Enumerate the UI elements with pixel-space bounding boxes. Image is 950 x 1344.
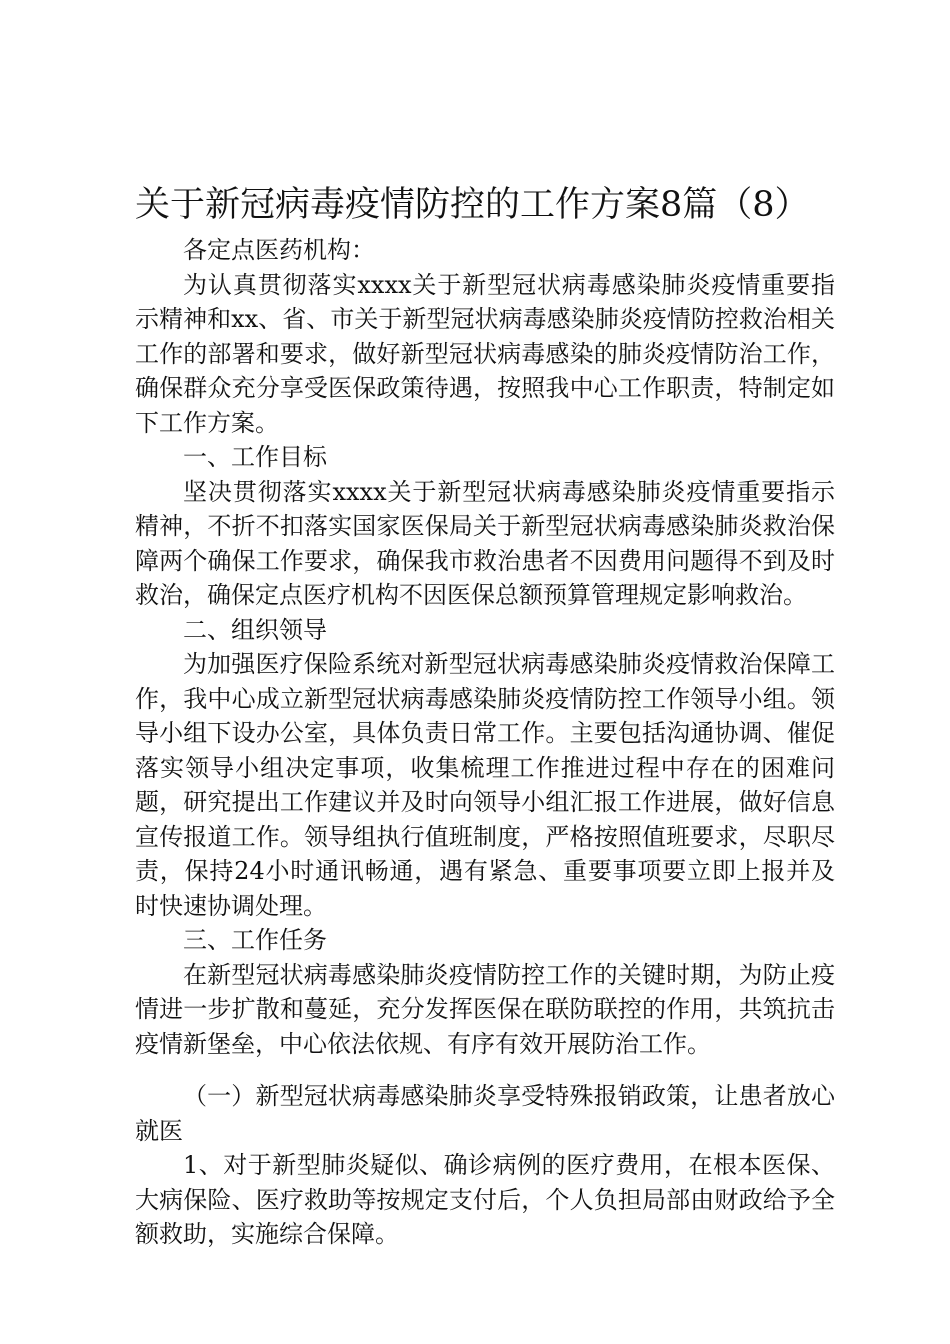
section-heading-leadership: 二、组织领导 <box>183 615 327 644</box>
goals-paragraph: 坚决贯彻落实xxxx关于新型冠状病毒感染肺炎疫情重要指示精神，不折不扣落实国家医保局关于新型冠状病毒感染肺炎救治保障两个确保工作要求，确保我市救治患者不因费用问题得不到及时救治，确保定点医疗机构不因医保总额预算管理规定影响救治。 <box>135 477 835 609</box>
item-paragraph-1: 1、对于新型肺炎疑似、确诊病例的医疗费用，在根本医保、大病保险、医疗救助等按规定支付后，个人负担局部由财政给予全额救助，实施综合保障。 <box>135 1151 835 1248</box>
tasks-paragraph: 在新型冠状病毒感染肺炎疫情防控工作的关键时期，为防止疫情进一步扩散和蔓延，充分发挥医保在联防联控的作用，共筑抗击疫情新堡垒，中心依法依规、有序有效开展防治工作。 <box>135 960 835 1058</box>
leadership-paragraph: 为加强医疗保险系统对新型冠状病毒感染肺炎疫情救治保障工作，我中心成立新型冠状病毒感染肺炎疫情防控工作领导小组。领导小组下设办公室，具体负责日常工作。主要包括沟通协调、催促落实领导小组决定事项，收集梳理工作推进过程中存在的困难问题，研究提出工作建议并及时向领导小组汇报工作进展，做好信息宣传报道工作。领导组执行值班制度，严格按照值班要求，尽职尽责，保持24小时通讯畅通，遇有紧急、重要事项要立即上报并及时快速协调处理。 <box>135 650 835 920</box>
section-heading-goals: 一、工作目标 <box>183 443 327 471</box>
document-title: 关于新冠病毒疫情防控的工作方案8篇（8） <box>135 185 810 225</box>
section-heading-tasks: 三、工作任务 <box>183 926 327 954</box>
subsection-heading-policy: （一）新型冠状病毒感染肺炎享受特殊报销政策，让患者放心就医 <box>135 1082 835 1145</box>
intro-paragraph: 为认真贯彻落实xxxx关于新型冠状病毒感染肺炎疫情重要指示精神和xx、省、市关于新型冠状病毒感染肺炎疫情防控救治相关工作的部署和要求，做好新型冠状病毒感染的肺炎疫情防治工作，确保群众充分享受医保政策待遇，按照我中心工作职责，特制定如下工作方案。 <box>135 270 835 437</box>
salutation: 各定点医药机构： <box>183 236 375 264</box>
document-body <box>135 233 835 1252</box>
paragraph-spacer <box>135 1061 835 1079</box>
